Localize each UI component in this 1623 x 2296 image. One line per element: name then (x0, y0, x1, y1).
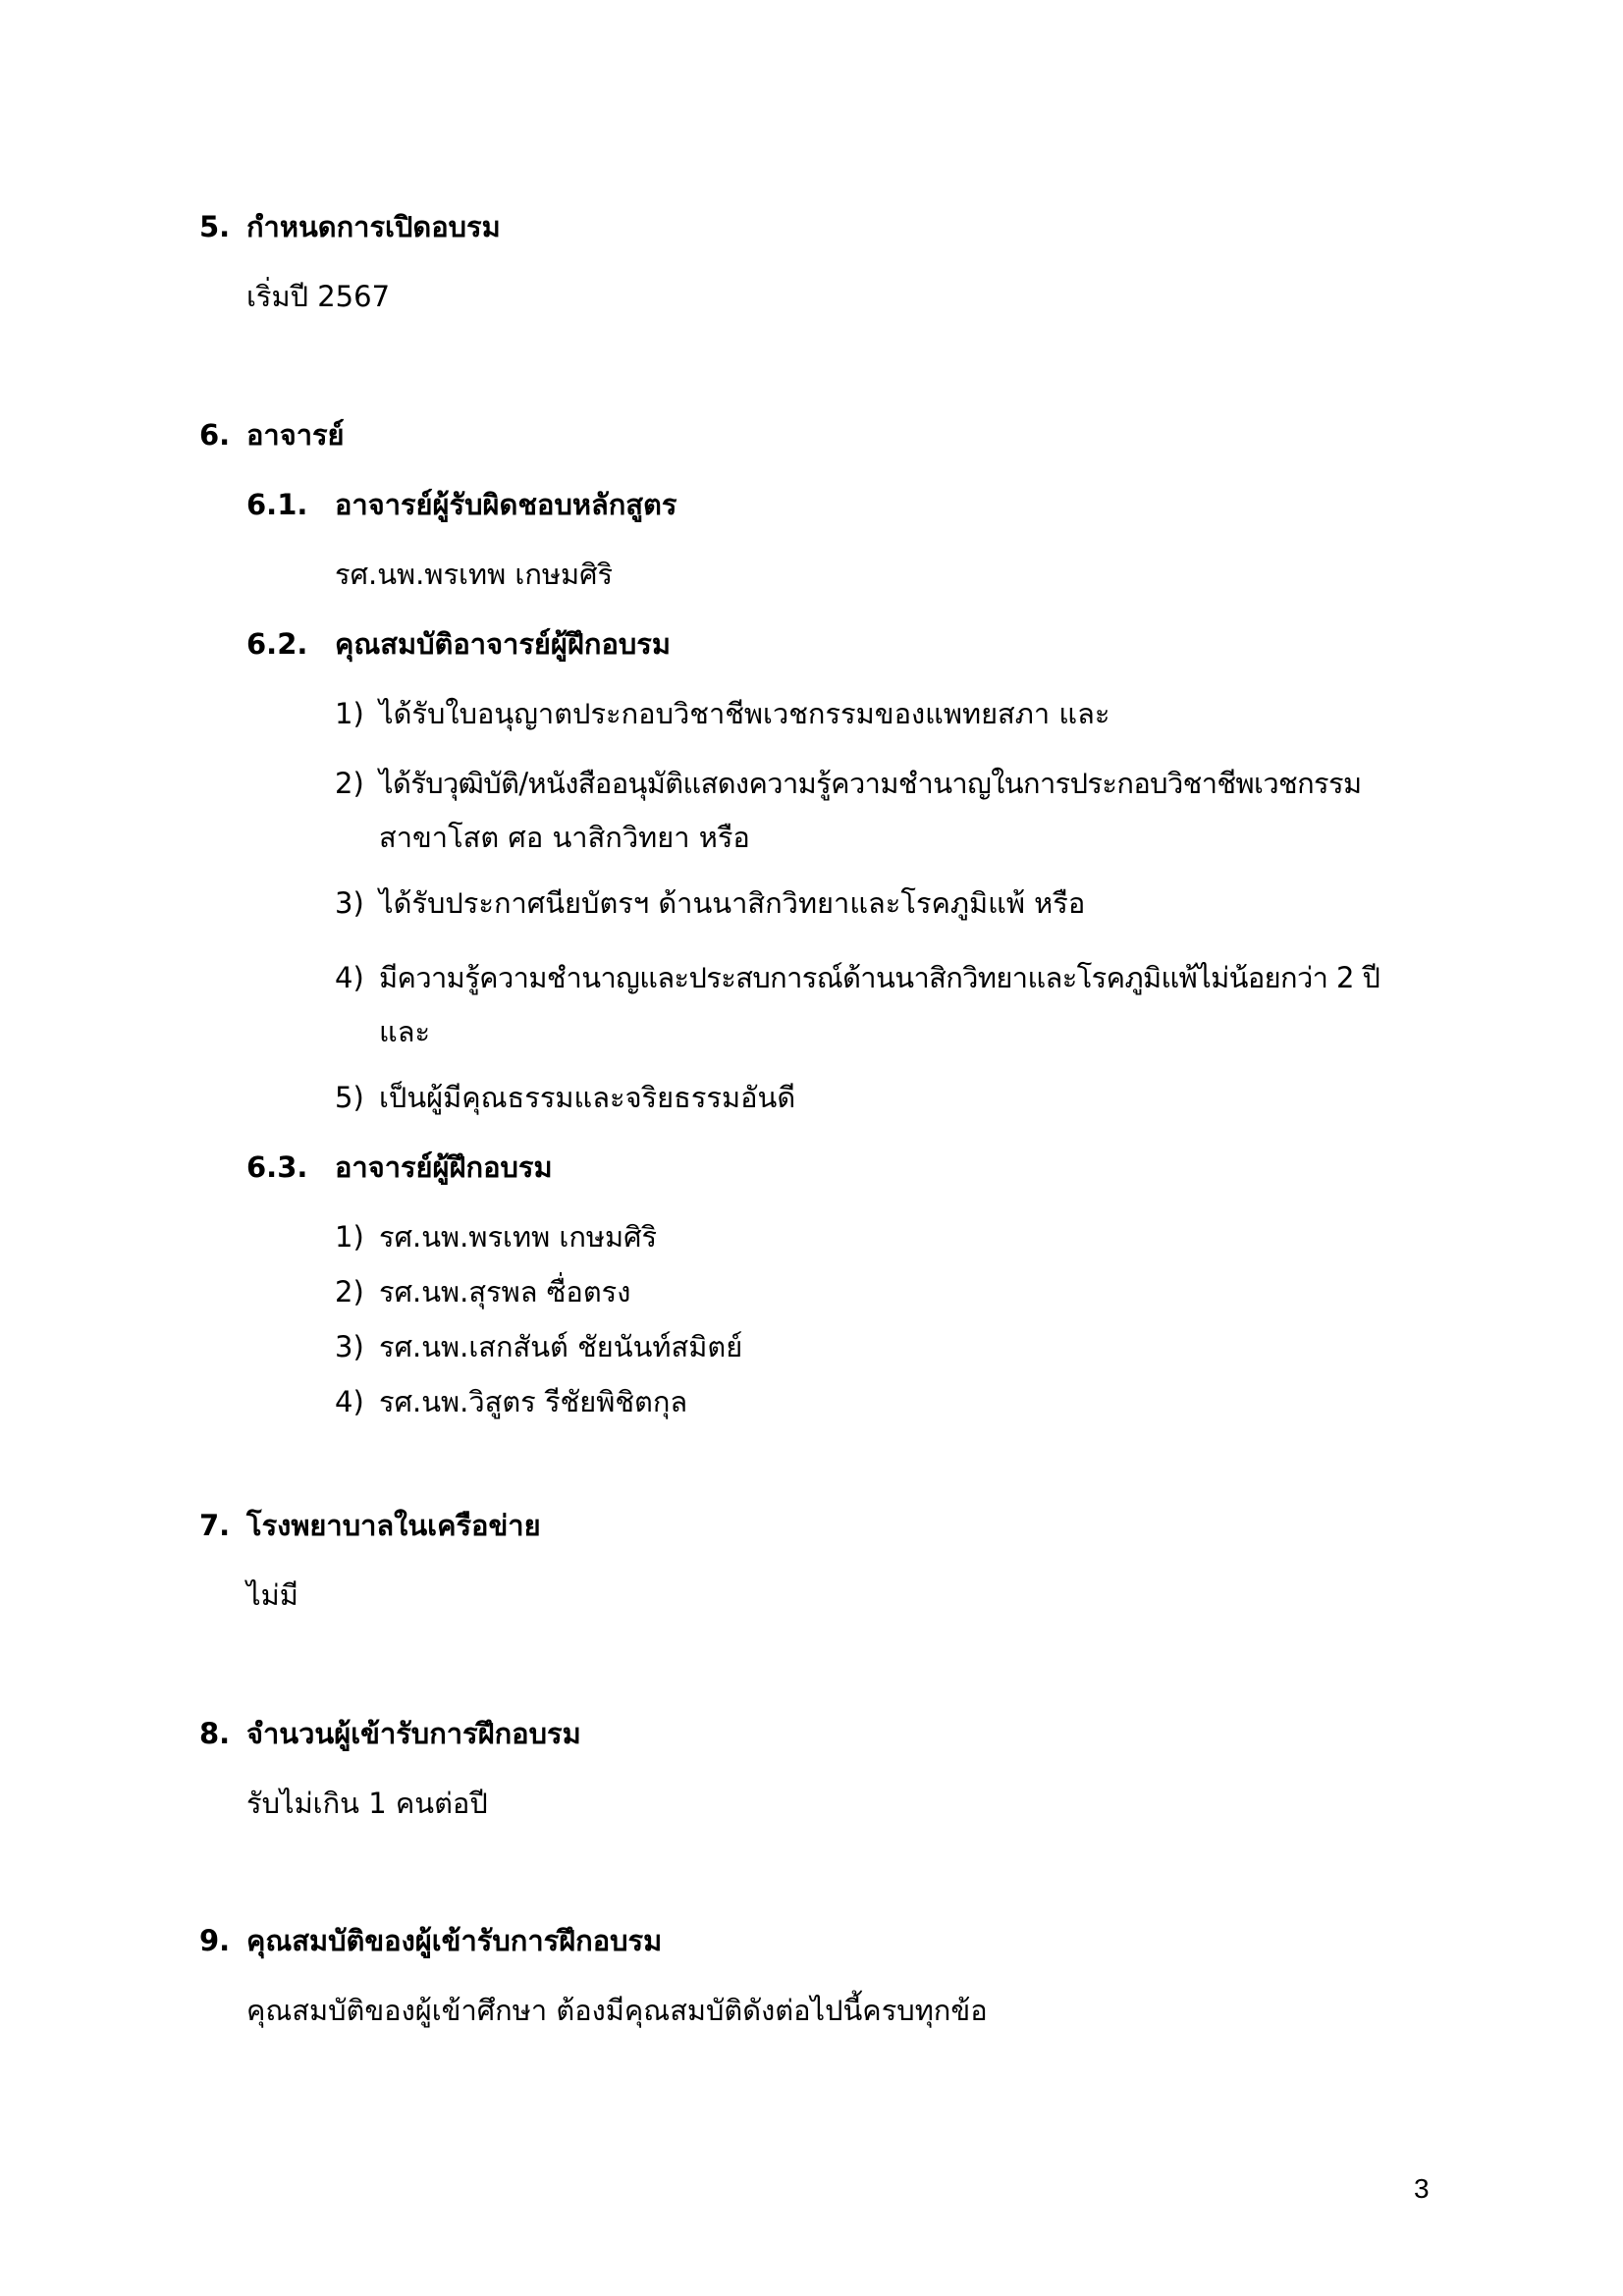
section-7-body: ไม่มี (246, 1578, 298, 1612)
subsection-6-1-body: รศ.นพ.พรเทพ เกษมศิริ (335, 558, 614, 591)
qualification-item-text: เป็นผู้มีคุณธรรมและจริยธรรมอันดี (379, 1081, 796, 1114)
page-number: 3 (1414, 2173, 1430, 2204)
section-5-number: 5. (199, 210, 231, 243)
qualification-item-number: 1) (335, 697, 364, 730)
subsection-6-2-number: 6.2. (246, 627, 308, 661)
qualification-item-text: ได้รับประกาศนียบัตรฯ ด้านนาสิกวิทยาและโรคภูมิแพ้ หรือ (379, 886, 1086, 920)
qualification-item-number: 5) (335, 1081, 364, 1114)
qualification-item-text: มีความรู้ความชำนาญและประสบการณ์ด้านนาสิกวิทยาและโรคภูมิแพ้ไม่น้อยกว่า 2 ปี (379, 961, 1380, 994)
qualification-item-text: ได้รับวุฒิบัติ/หนังสืออนุมัติแสดงความรู้ความชำนาญในการประกอบวิชาชีพเวชกรรม (379, 767, 1362, 800)
section-6-number: 6. (199, 418, 231, 452)
trainer-list-number: 4) (335, 1385, 364, 1418)
subsection-6-1-number: 6.1. (246, 488, 308, 521)
section-6-heading: อาจารย์ (246, 418, 345, 452)
section-5-body: เริ่มปี 2567 (246, 280, 391, 313)
qualification-item-text: ได้รับใบอนุญาตประกอบวิชาชีพเวชกรรมของแพทยสภา และ (379, 697, 1110, 730)
trainer-name: รศ.นพ.เสกสันต์ ชัยนันท์สมิตย์ (379, 1330, 743, 1363)
subsection-6-3-heading: อาจารย์ผู้ฝึกอบรม (335, 1150, 553, 1184)
section-9-heading: คุณสมบัติของผู้เข้ารับการฝึกอบรม (246, 1924, 663, 1957)
subsection-6-1-heading: อาจารย์ผู้รับผิดชอบหลักสูตร (335, 488, 677, 521)
qualification-item-text-cont: และ (379, 1015, 431, 1048)
qualification-item-number: 3) (335, 886, 364, 920)
subsection-6-2-heading: คุณสมบัติอาจารย์ผู้ฝึกอบรม (335, 627, 671, 661)
trainer-list-number: 1) (335, 1220, 364, 1254)
section-9-body: คุณสมบัติของผู้เข้าศึกษา ต้องมีคุณสมบัติดังต่อไปนี้ครบทุกข้อ (246, 1994, 988, 2027)
section-5-heading: กำหนดการเปิดอบรม (246, 210, 501, 243)
qualification-item-text-cont: สาขาโสต ศอ นาสิกวิทยา หรือ (379, 821, 750, 854)
section-8-number: 8. (199, 1717, 231, 1750)
trainer-list-number: 3) (335, 1330, 364, 1363)
section-7-heading: โรงพยาบาลในเครือข่าย (246, 1509, 541, 1542)
qualification-item-number: 4) (335, 961, 364, 994)
trainer-name: รศ.นพ.พรเทพ เกษมศิริ (379, 1220, 658, 1254)
section-8-heading: จำนวนผู้เข้ารับการฝึกอบรม (246, 1717, 581, 1750)
trainer-name: รศ.นพ.สุรพล ซื่อตรง (379, 1275, 631, 1308)
trainer-name: รศ.นพ.วิสูตร รีชัยพิชิตกุล (379, 1385, 688, 1418)
section-8-body: รับไม่เกิน 1 คนต่อปี (246, 1787, 488, 1820)
section-7-number: 7. (199, 1509, 231, 1542)
qualification-item-number: 2) (335, 767, 364, 800)
section-9-number: 9. (199, 1924, 231, 1957)
subsection-6-3-number: 6.3. (246, 1150, 308, 1184)
trainer-list-number: 2) (335, 1275, 364, 1308)
